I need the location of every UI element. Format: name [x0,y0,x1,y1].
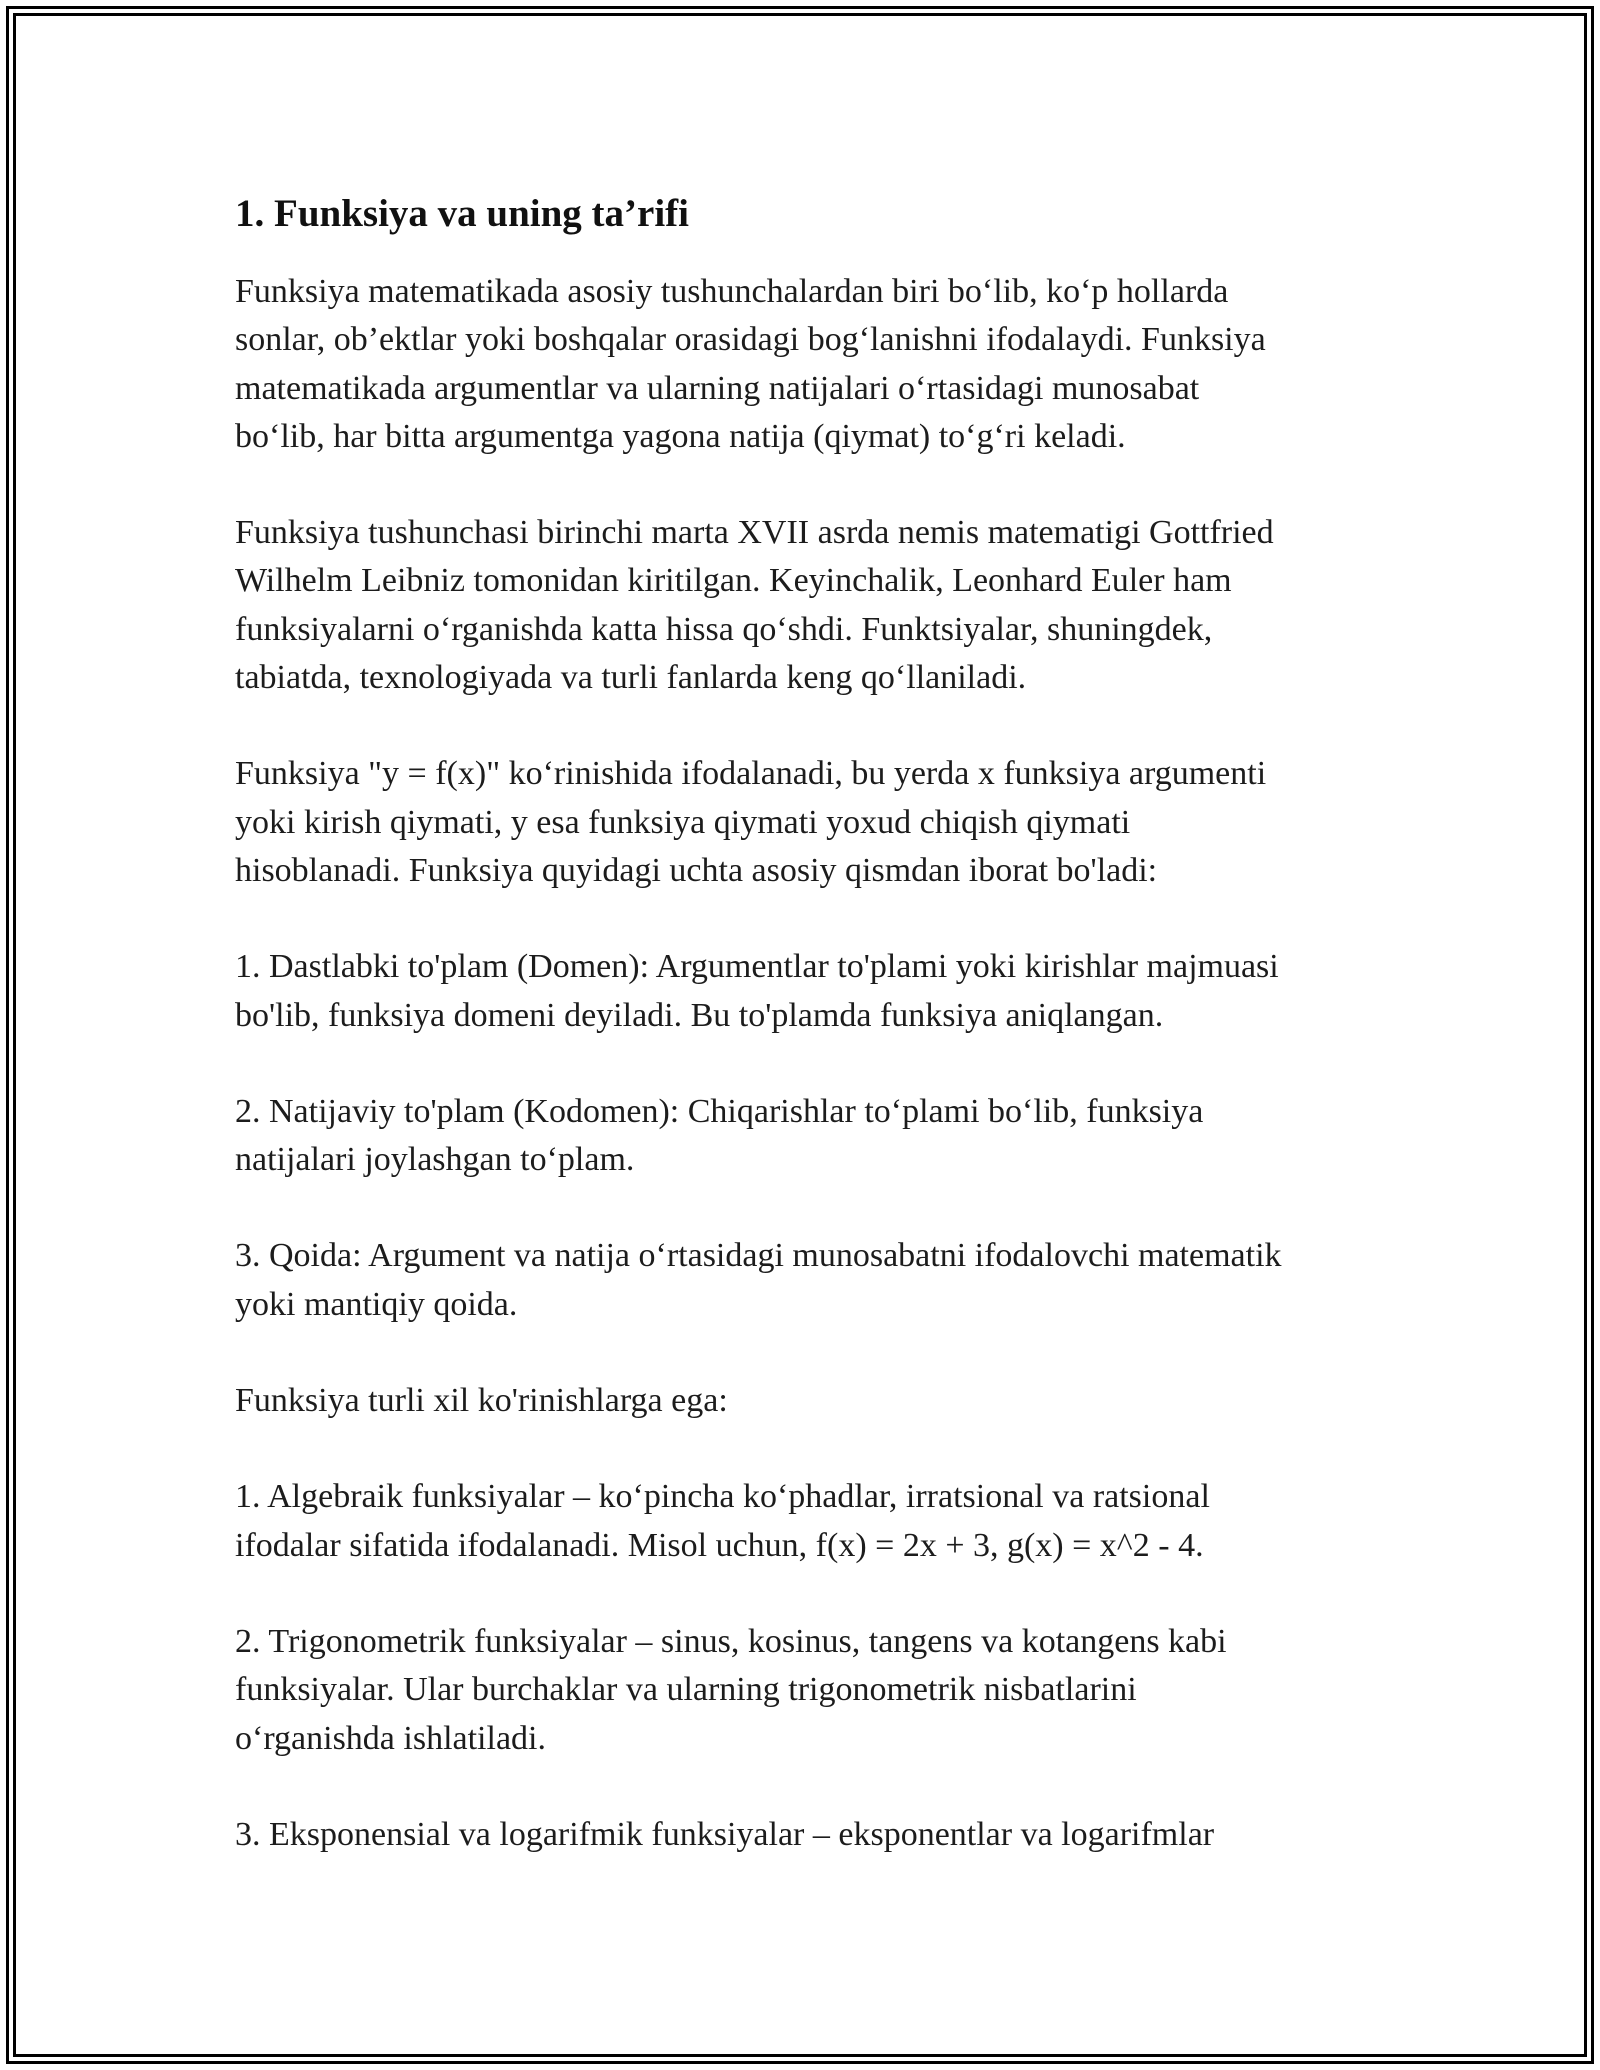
paragraph-types-intro: Funksiya turli xil ko'rinishlarga ega: [235,1382,728,1420]
paragraph-definition: Funksiya matematikada asosiy tushunchalardan biri bo‘lib, ko‘p hollarda sonlar, ob’ektlar yoki boshqalar orasidagi bog‘lanishni ifodalaydi. Funksiya matematikada argumentlar va ularning natijalari o‘rtasidagi munosabat bo‘lib, har bitta argumentga yagona natija (qiymat) to‘g‘ri keladi. [235,273,1266,455]
list-item-exponential: 3. Eksponensial va logarifmik funksiyalar – eksponentlar va logarifmlar [235,1815,1215,1853]
list-item-codomain: 2. Natijaviy to'plam (Kodomen): Chiqarishlar to‘plami bo‘lib, funksiya natijalari joylashgan to‘plam. [235,1092,1204,1179]
list-item-algebraic: 1. Algebraik funksiyalar – ko‘pincha ko‘phadlar, irratsional va ratsional ifodalar sifatida ifodalanadi. Misol uchun, f(x) = 2x + 3, g(x) = x^2 - 4. [235,1478,1210,1564]
list-item-trigonometric: 2. Trigonometrik funksiyalar – sinus, kosinus, tangens va kotangens kabi funksiyalar. Ular burchaklar va ularning trigonometrik nisbatlarini o‘rganishda ishlatiladi. [235,1622,1227,1757]
document-body [235,186,1395,1907]
section-title: 1. Funksiya va uning ta’rifi [235,192,690,235]
paragraph-notation: Funksiya "y = f(x)" ko‘rinishida ifodalanadi, bu yerda x funksiya argumenti yoki kirish qiymati, y esa funksiya qiymati yoxud chiqish qiymati hisoblanadi. Funksiya quyidagi uchta asosiy qismdan iborat bo'ladi: [235,755,1267,889]
list-item-domain: 1. Dastlabki to'plam (Domen): Argumentlar to'plami yoki kirishlar majmuasi bo'lib, funksiya domeni deyiladi. Bu to'plamda funksiya aniqlangan. [235,948,1279,1034]
list-item-rule: 3. Qoida: Argument va natija o‘rtasidagi munosabatni ifodalovchi matematik yoki mantiqiy qoida. [235,1237,1282,1323]
paragraph-history: Funksiya tushunchasi birinchi marta XVII asrda nemis matematigi Gottfried Wilhelm Leibniz tomonidan kiritilgan. Keyinchalik, Leonhard Euler ham funksiyalarni o‘rganishda katta hissa qo‘shdi. Funktsiyalar, shuningdek, tabiatda, texnologiyada va turli fanlarda keng qo‘llaniladi. [235,514,1274,697]
